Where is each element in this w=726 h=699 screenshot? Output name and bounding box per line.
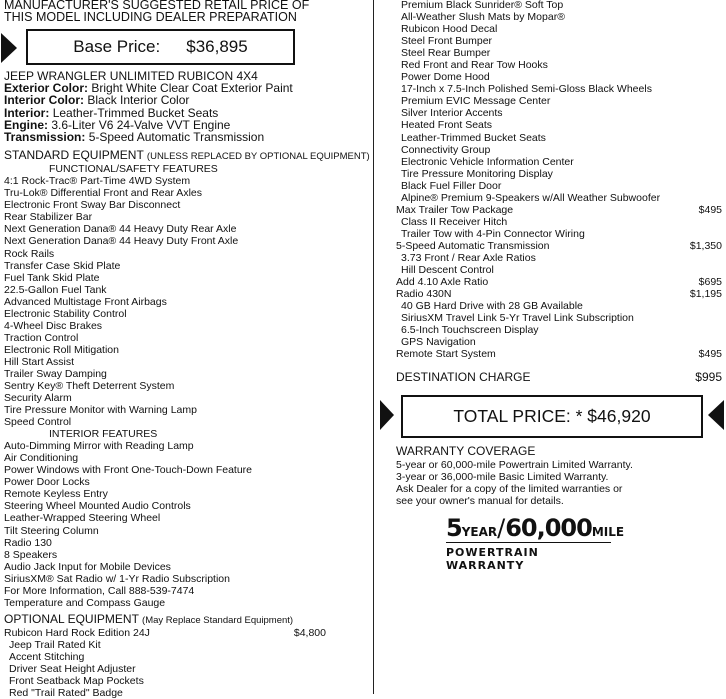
list-item: Traction Control	[4, 331, 79, 344]
option-name: GPS Navigation	[401, 336, 476, 349]
option-name: 17-Inch x 7.5-Inch Polished Semi-Gloss Black Wheels	[401, 83, 652, 96]
arrow-left-icon	[708, 400, 724, 430]
base-price-box	[26, 29, 295, 65]
option-name: Connectivity Group	[401, 143, 491, 156]
base-price-label: Base Price:	[73, 37, 161, 56]
list-item: Red "Trail Rated" Badge	[9, 687, 123, 699]
option-name: 40 GB Hard Drive with 28 GB Available	[401, 300, 583, 313]
standard-equipment-heading	[4, 149, 370, 163]
list-item: Tire Pressure Monitor with Warning Lamp	[4, 404, 197, 417]
option-name: Black Fuel Filler Door	[401, 179, 502, 192]
list-item: Driver Seat Height Adjuster	[9, 663, 136, 675]
optional-equipment-title: OPTIONAL EQUIPMENT	[4, 611, 139, 626]
list-item: Sentry Key® Theft Deterrent System	[4, 380, 175, 393]
arrow-right-icon	[380, 400, 394, 430]
warranty-title: WARRANTY COVERAGE	[396, 444, 536, 459]
option-name: 5-Speed Automatic Transmission	[396, 239, 550, 252]
spec-row	[4, 131, 370, 143]
list-item: For More Information, Call 888-539-7474	[4, 584, 195, 597]
option-row	[396, 156, 722, 168]
option-row	[396, 107, 722, 119]
list-item: Electronic Front Sway Bar Disconnect	[4, 199, 181, 212]
spec-label: Interior Color:	[4, 93, 84, 108]
list-item: Tilt Steering Column	[4, 524, 99, 537]
list-item: Next Generation Dana® 44 Heavy Duty Front Axle	[4, 235, 239, 248]
spec-value: Black Interior Color	[87, 93, 190, 108]
list-item: 22.5-Gallon Fuel Tank	[4, 283, 107, 296]
option-row	[396, 95, 722, 107]
spec-value: 3.6-Liter V6 24-Valve VVT Engine	[51, 117, 231, 132]
standard-equipment-column	[4, 0, 370, 699]
option-name: Hill Descent Control	[401, 264, 494, 277]
logo-five: 5	[446, 514, 462, 543]
option-row	[396, 168, 722, 180]
spec-label: Engine:	[4, 117, 48, 132]
list-item: Security Alarm	[4, 392, 72, 405]
functional-features-list	[4, 175, 370, 428]
logo-main	[446, 514, 625, 543]
spec-label: Exterior Color:	[4, 81, 89, 96]
option-name: Power Dome Hood	[401, 71, 490, 84]
option-name: Tire Pressure Monitoring Display	[401, 167, 553, 180]
interior-features-list	[4, 440, 370, 609]
list-item: Advanced Multistage Front Airbags	[4, 295, 167, 308]
option-row	[396, 288, 722, 300]
spec-value: Leather-Trimmed Bucket Seats	[52, 105, 219, 120]
list-item: Leather-Wrapped Steering Wheel	[4, 512, 161, 525]
list-item: SiriusXM® Sat Radio w/ 1-Yr Radio Subscription	[4, 572, 230, 585]
warranty-lines	[396, 459, 722, 507]
total-price: TOTAL PRICE: * $46,920	[453, 406, 651, 427]
list-item: Transfer Case Skid Plate	[4, 259, 121, 272]
option-name: Class II Receiver Hitch	[401, 215, 508, 228]
list-item: Rock Rails	[4, 247, 55, 260]
option-row	[396, 0, 722, 11]
option-row	[396, 264, 722, 276]
optional-items-list	[4, 639, 370, 699]
msrp-header-line: MANUFACTURER'S SUGGESTED RETAIL PRICE OF	[4, 0, 310, 12]
option-price: $495	[698, 348, 722, 361]
spec-label: Transmission:	[4, 130, 86, 145]
list-item: Electronic Roll Mitigation	[4, 343, 119, 356]
column-divider	[373, 0, 374, 694]
destination-charge-row	[396, 370, 722, 384]
option-row	[396, 119, 722, 131]
option-row	[396, 192, 722, 204]
list-item: Steering Wheel Mounted Audio Controls	[4, 500, 191, 513]
logo-slash: /	[497, 514, 506, 543]
optional-package-row	[4, 627, 326, 639]
list-item: Hill Start Assist	[4, 355, 75, 368]
msrp-header	[4, 0, 370, 23]
option-name: Trailer Tow with 4-Pin Connector Wiring	[401, 227, 585, 240]
option-name: 6.5-Inch Touchscreen Display	[401, 324, 539, 337]
list-item: Speed Control	[4, 416, 72, 429]
spec-label: Interior:	[4, 105, 50, 120]
list-item: 4-Wheel Disc Brakes	[4, 319, 103, 332]
list-item: Front Seatback Map Pockets	[9, 675, 144, 688]
option-name: 3.73 Front / Rear Axle Ratios	[401, 251, 536, 264]
destination-price: $995	[695, 370, 722, 385]
logo-year: YEAR	[461, 525, 498, 540]
option-price: $695	[698, 276, 722, 289]
option-name: Electronic Vehicle Information Center	[401, 155, 574, 168]
optional-equipment-column	[396, 0, 722, 572]
optional-items-continued	[396, 0, 722, 360]
option-name: Max Trailer Tow Package	[396, 203, 514, 216]
list-item: Ask Dealer for a copy of the limited warranties or	[396, 483, 623, 495]
optional-package-price: $4,800	[293, 626, 326, 639]
option-row	[396, 348, 722, 360]
option-name: Add 4.10 Axle Ratio	[396, 276, 489, 289]
list-item: 8 Speakers	[4, 548, 58, 561]
total-price-box	[401, 395, 703, 438]
option-name: SiriusXM Travel Link 5-Yr Travel Link Subscription	[401, 312, 634, 325]
option-name: Steel Front Bumper	[401, 35, 493, 48]
option-row	[396, 144, 722, 156]
msrp-header-line: THIS MODEL INCLUDING DEALER PREPARATION	[4, 9, 297, 24]
vehicle-specs	[4, 82, 370, 143]
total-price-row	[396, 395, 722, 439]
list-item: Tru-Lok® Differential Front and Rear Axles	[4, 187, 202, 200]
option-name: Premium Black Sunrider® Soft Top	[401, 0, 564, 11]
list-item: Jeep Trail Rated Kit	[9, 638, 101, 651]
option-name: Heated Front Seats	[401, 119, 493, 132]
base-price-value: $36,895	[186, 37, 248, 56]
option-row	[396, 180, 722, 192]
arrow-right-icon	[1, 33, 17, 63]
option-row	[396, 228, 722, 240]
option-row	[396, 59, 722, 71]
option-row	[396, 11, 722, 23]
optional-equipment-note: (May Replace Standard Equipment)	[142, 614, 294, 626]
list-item: see your owner's manual for details.	[396, 495, 564, 508]
list-item: Remote Keyless Entry	[4, 488, 108, 501]
model-name: JEEP WRANGLER UNLIMITED RUBICON 4X4	[4, 69, 258, 83]
option-name: Alpine® Premium 9-Speakers w/All Weather Subwoofer	[401, 191, 661, 204]
option-name: Premium EVIC Message Center	[401, 95, 551, 108]
list-item: Air Conditioning	[4, 452, 79, 465]
option-row	[396, 23, 722, 35]
standard-equipment-title: STANDARD EQUIPMENT	[4, 148, 144, 163]
list-item: Next Generation Dana® 44 Heavy Duty Rear Axle	[4, 223, 237, 236]
standard-equipment-note: (UNLESS REPLACED BY OPTIONAL EQUIPMENT)	[146, 151, 370, 163]
list-item: Fuel Tank Skid Plate	[4, 271, 100, 284]
list-item: Trailer Sway Damping	[4, 367, 107, 380]
option-row	[396, 300, 722, 312]
list-item: Audio Jack Input for Mobile Devices	[4, 560, 171, 573]
functional-safety-header: FUNCTIONAL/SAFETY FEATURES	[49, 163, 218, 176]
option-row	[396, 132, 722, 144]
list-item: Electronic Stability Control	[4, 307, 127, 320]
optional-equipment-heading	[4, 613, 370, 627]
powertrain-warranty-logo	[446, 514, 625, 573]
base-price-row	[4, 29, 370, 65]
list-item: Auto-Dimming Mirror with Reading Lamp	[4, 440, 194, 453]
option-row	[396, 35, 722, 47]
option-row	[396, 47, 722, 59]
list-item: 5-year or 60,000-mile Powertrain Limited Warranty.	[396, 458, 633, 471]
option-row	[396, 324, 722, 336]
option-price: $1,195	[689, 288, 722, 301]
list-item: Power Door Locks	[4, 476, 90, 489]
option-name: Leather-Trimmed Bucket Seats	[401, 131, 546, 144]
list-item: Radio 130	[4, 536, 52, 549]
option-price: $1,350	[689, 239, 722, 252]
logo-miles: 60,000	[505, 514, 592, 543]
option-row	[396, 216, 722, 228]
spec-value: Bright White Clear Coat Exterior Paint	[91, 81, 293, 96]
list-item: Rear Stabilizer Bar	[4, 211, 93, 224]
optional-package-name: Rubicon Hard Rock Edition 24J	[4, 626, 150, 639]
spec-value: 5-Speed Automatic Transmission	[88, 130, 265, 145]
interior-features-header: INTERIOR FEATURES	[49, 428, 158, 441]
list-item: Temperature and Compass Gauge	[4, 596, 166, 609]
option-name: Silver Interior Accents	[401, 107, 503, 120]
option-name: Rubicon Hood Decal	[401, 23, 498, 36]
list-item: 3-year or 36,000-mile Basic Limited Warranty.	[396, 470, 609, 483]
logo-subtitle: POWERTRAIN WARRANTY	[446, 542, 611, 572]
list-item: 4:1 Rock-Trac® Part-Time 4WD System	[4, 175, 191, 188]
option-row	[396, 240, 722, 252]
option-name: All-Weather Slush Mats by Mopar®	[401, 11, 565, 24]
option-row	[396, 71, 722, 83]
list-item: Power Windows with Front One-Touch-Down Feature	[4, 464, 253, 477]
list-item: Accent Stitching	[9, 650, 85, 663]
option-row	[396, 276, 722, 288]
option-row	[396, 83, 722, 95]
option-row	[396, 312, 722, 324]
option-name: Steel Rear Bumper	[401, 47, 491, 60]
option-row	[396, 252, 722, 264]
warranty-coverage	[396, 444, 722, 507]
option-row	[396, 336, 722, 348]
option-name: Radio 430N	[396, 288, 452, 301]
option-name: Red Front and Rear Tow Hooks	[401, 59, 548, 72]
destination-label: DESTINATION CHARGE	[396, 370, 531, 385]
option-price: $495	[698, 203, 722, 216]
option-row	[396, 204, 722, 216]
option-name: Remote Start System	[396, 348, 496, 361]
logo-mile: MILE	[591, 525, 625, 540]
